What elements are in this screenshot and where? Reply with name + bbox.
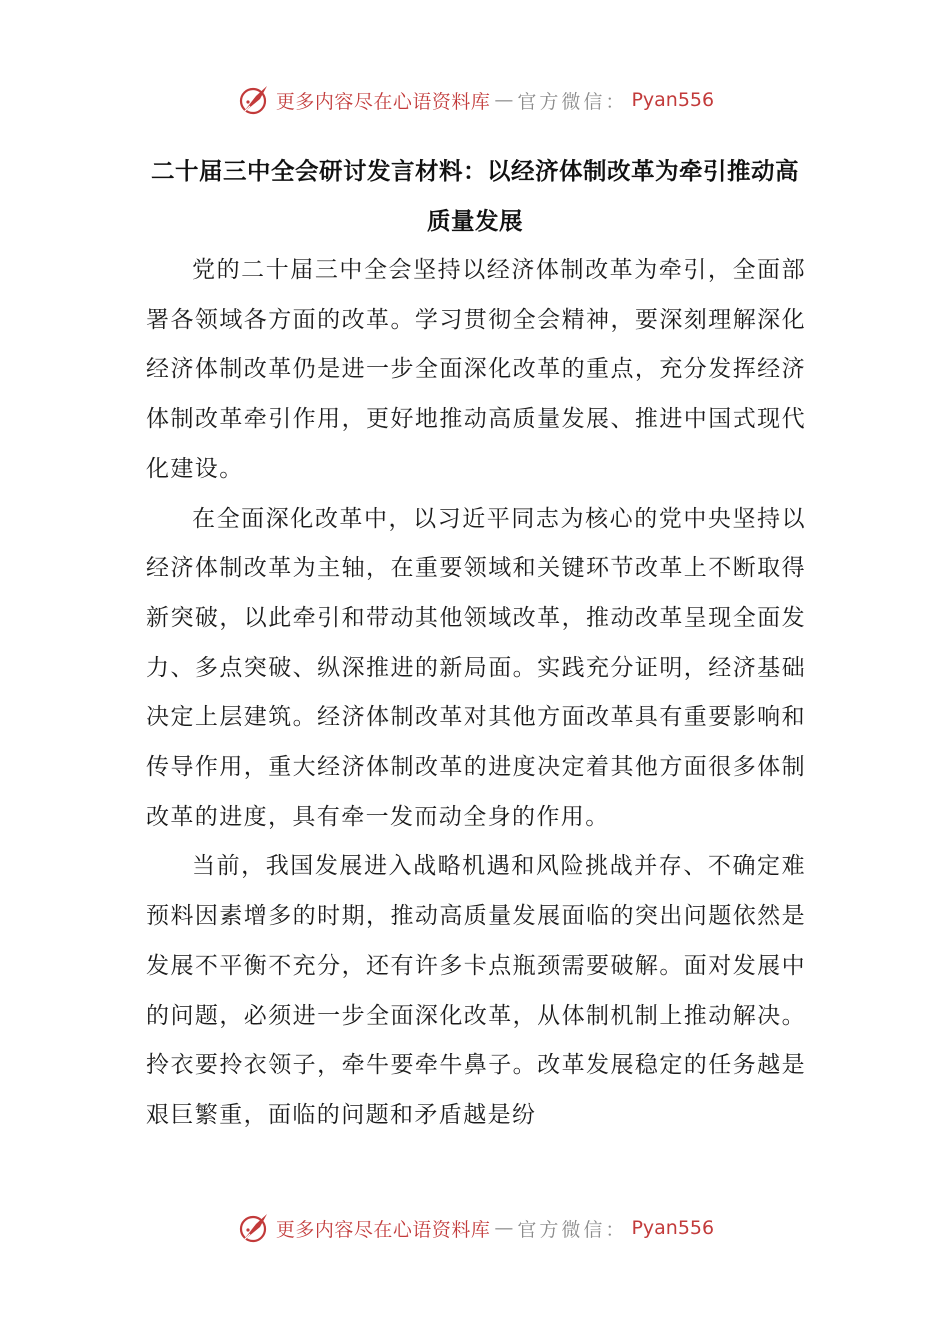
banner-separator: — [494, 1217, 514, 1239]
header-banner [0, 82, 950, 118]
paragraph: 当前，我国发展进入战略机遇和风险挑战并存、不确定难预料因素增多的时期，推动高质量发展面临的突出问题依然是发展不平衡不充分，还有许多卡点瓶颈需要破解。面对发展中的问题，必须进一步全面深化改革，从体制机制上推动解决。拎衣要拎衣领子，牵牛要牵牛鼻子。改革发展稳定的任务越是艰巨繁重，面临的问题和矛盾越是纷 [146, 853, 806, 1128]
document-body [146, 246, 806, 1141]
banner-wechat-id: Pyan556 [631, 1217, 715, 1239]
quill-pen-logo-icon [236, 82, 272, 118]
banner-site-name: 更多内容尽在心语资料库 [275, 90, 491, 113]
footer-banner [0, 1210, 950, 1246]
banner-wechat-id: Pyan556 [631, 89, 715, 111]
paragraph: 党的二十届三中全会坚持以经济体制改革为牵引，全面部署各领域各方面的改革。学习贯彻全会精神，要深刻理解深化经济体制改革仍是进一步全面深化改革的重点，充分发挥经济体制改革牵引作用，更好地推动高质量发展、推进中国式现代化建设。 [146, 257, 806, 482]
document-title: 二十届三中全会研讨发言材料：以经济体制改革为牵引推动高质量发展 [151, 157, 799, 235]
banner-official-label: 官方微信： [517, 90, 628, 113]
banner-separator: — [494, 89, 514, 111]
paragraph: 在全面深化改革中，以习近平同志为核心的党中央坚持以经济体制改革为主轴，在重要领域和关键环节改革上不断取得新突破，以此牵引和带动其他领域改革，推动改革呈现全面发力、多点突破、纵深推进的新局面。实践充分证明，经济基础决定上层建筑。经济体制改革对其他方面改革具有重要影响和传导作用，重大经济体制改革的进度决定着其他方面很多体制改革的进度，具有牵一发而动全身的作用。 [146, 505, 806, 830]
banner-official-label: 官方微信： [517, 1218, 628, 1241]
banner-site-name: 更多内容尽在心语资料库 [275, 1218, 491, 1241]
quill-pen-logo-icon [236, 1210, 272, 1246]
